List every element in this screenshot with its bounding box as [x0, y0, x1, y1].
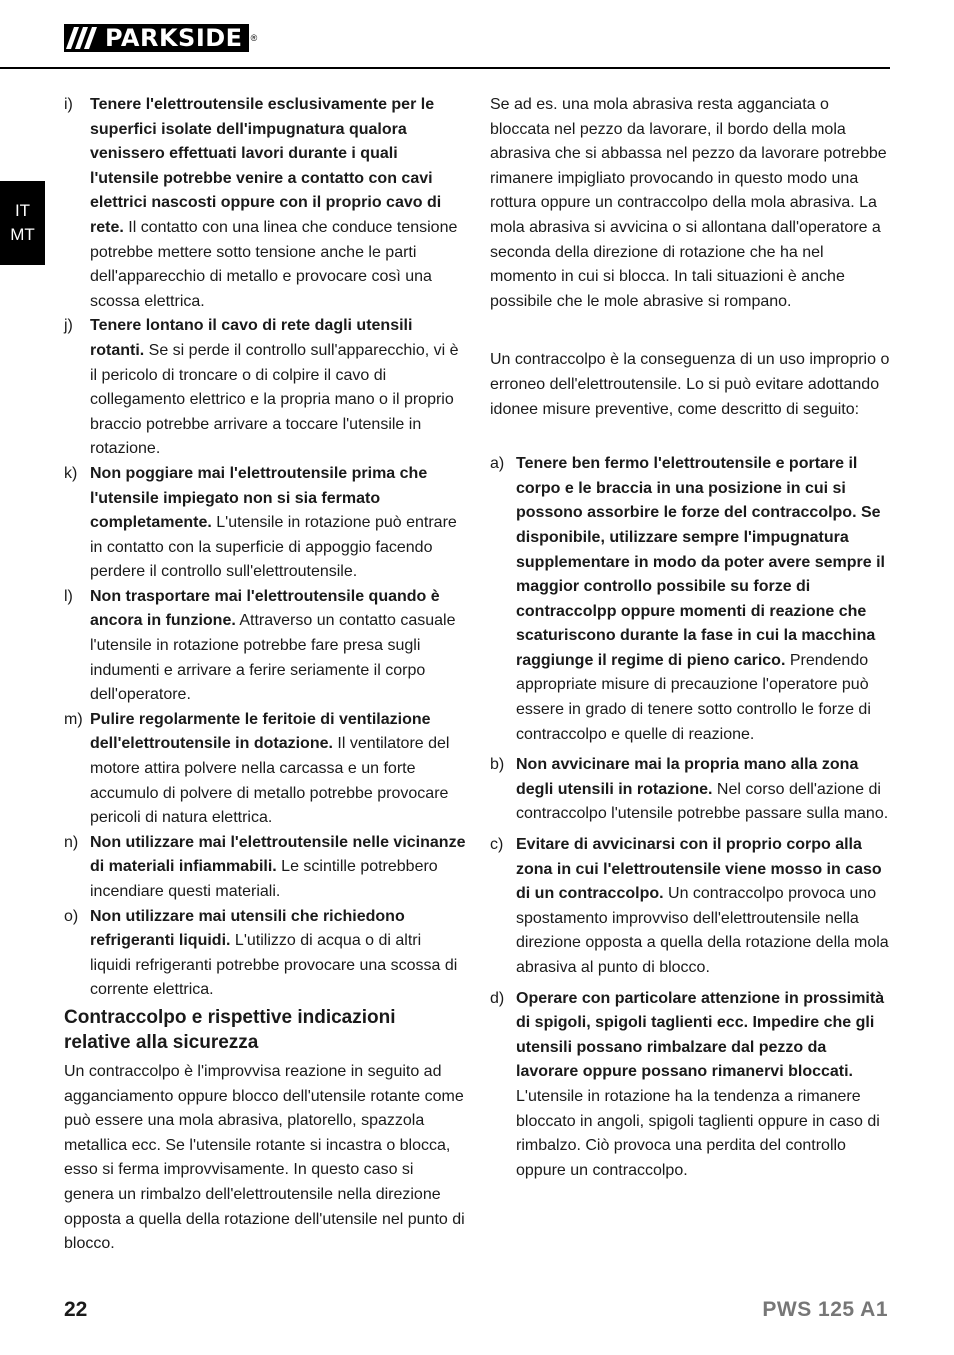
list-item-label: m)	[64, 710, 83, 728]
list-item-text: L'utensile in rotazione ha la tendenza a rimanere bloccato in angoli, spigoli taglienti oppure in caso di rimbalzo. Ciò provoca una perdita del controllo oppure un contraccolpo.	[516, 1087, 880, 1179]
list-item-text: Le scintille potrebbero incendiare questi materiali.	[90, 858, 438, 900]
list-item-label: l)	[64, 587, 73, 605]
page-number: 22	[64, 1298, 88, 1321]
list-item	[64, 93, 466, 314]
list-item-text: Un contraccolpo provoca uno spostamento improvviso dell'elettroutensile nella direzione opposta a quella della rotazione della mola abrasiva al punto di blocco.	[516, 885, 889, 976]
list-item-bold: Tenere lontano il cavo di rete dagli utensili rotanti.	[90, 317, 413, 359]
parkside-logo	[64, 24, 257, 52]
list-item-text: L'utensile in rotazione può entrare in contatto con la superficie di appoggio facendo perdere il controllo sull'elettroutensile.	[90, 514, 457, 581]
right-paragraph-1: Se ad es. una mola abrasiva resta agganciata o bloccata nel pezzo da lavorare, il bordo della mola abrasiva che si abbassa nel pezzo da lavorare potrebbe rimanere impigliato provocando in questo modo una rottura oppure un contraccolpo della mola abrasiva. La mola abrasiva si avvicina o si allontana dall'operatore a seconda della direzione di rotazione che ha nel momento in cui si blocca. In tali situazioni è anche possibile che le mole abrasive si rompano.	[490, 96, 887, 310]
list-item	[64, 831, 466, 905]
section-heading: Contraccolpo e rispettive indicazioni relative alla sicurezza	[64, 1006, 396, 1053]
list-item-label: d)	[490, 989, 505, 1007]
list-item-label: c)	[490, 836, 504, 854]
list-item-label: o)	[64, 907, 79, 925]
list-item-text: Nel corso dell'azione di contraccolpo l'utensile potrebbe passare sulla mano.	[516, 780, 889, 823]
list-item-bold: Non utilizzare mai utensili che richiedono refrigeranti liquidi.	[90, 907, 405, 950]
list-item-bold: Non utilizzare mai l'elettroutensile nelle vicinanze di materiali infiammabili.	[90, 833, 466, 876]
right-paragraph-2: Un contraccolpo è la conseguenza di un uso improprio o erroneo dell'elettroutensile. Lo si può evitare adottando idonee misure preventive, come descritto di seguito:	[490, 351, 890, 418]
list-item-bold: Non trasportare mai l'elettroutensile quando è ancora in funzione.	[90, 587, 440, 630]
list-item	[64, 314, 466, 462]
list-item-text: Se si perde il controllo sull'apparecchio, vi è il pericolo di troncare o di colpire il cavo di collegamento elettrico e la propria mano o il proprio braccio potrebbe arrivare a toccare l'utensile in rotazione.	[90, 341, 459, 458]
list-item-text: Attraverso un contatto casuale l'utensile in rotazione potrebbe fare presa sugli indumenti e arrivare a ferire seriamente il corpo dell'operatore.	[90, 612, 456, 704]
list-item	[490, 753, 892, 827]
list-item-label: b)	[490, 756, 505, 774]
list-item-label: j)	[64, 317, 73, 335]
registered-mark: ®	[250, 33, 258, 43]
list-item	[64, 585, 466, 708]
language-tab-it: IT	[14, 201, 31, 220]
list-item	[64, 905, 466, 1003]
list-item-bold: Non poggiare mai l'elettroutensile prima che l'utensile impiegato non si sia fermato completamente.	[90, 464, 428, 532]
section-intro: Un contraccolpo è l'improvvisa reazione in seguito ad agganciamento oppure blocco dell'utensile rotante come può essere una mola abrasiva, platorello, spazzola metallica ecc. Se l'utensile rotante si incastra o blocca, esso si ferma improvvisamente. In questo caso si genera un rimbalzo dell'elettroutensile nella direzione opposta a quella della rotazione dell'utensile nel punto di blocco.	[64, 1062, 465, 1253]
list-item-bold: Non avvicinare mai la propria mano alla zona degli utensili in rotazione.	[516, 756, 859, 798]
header-rule	[0, 67, 890, 69]
list-item	[490, 452, 892, 747]
list-item-text: Il contatto con una linea che conduce tensione potrebbe mettere sotto tensione anche le parti dell'apparecchio di metallo e provocare così una scossa elettrica.	[90, 218, 458, 310]
list-item-bold: Tenere l'elettroutensile esclusivamente per le superfici isolate dell'impugnatura qualora venissero effettuati lavori durante i quali l'utensile potrebbe venire a contatto con cavi elettrici nascosti oppure con il proprio cavo di rete.	[90, 96, 442, 236]
language-tab	[0, 181, 45, 265]
list-item-text: Il ventilatore del motore attira polvere nella carcassa e un forte accumulo di polvere di metallo potrebbe provocare pericoli di natura elettrica.	[90, 735, 450, 827]
right-column	[490, 93, 892, 1183]
list-item-label: a)	[490, 455, 505, 473]
list-item-bold: Pulire regolarmente le feritoie di ventilazione dell'elettroutensile in dotazione.	[90, 710, 431, 753]
list-item-bold: Operare con particolare attenzione in prossimità di spigoli, spigoli taglienti ecc. Impedire che gli utensili possano rimbalzare dal pezzo da lavorare oppure possano rimanervi bloccati.	[516, 989, 885, 1081]
list-item	[490, 833, 892, 981]
list-item-text: Prendendo appropriate misure di precauzione l'operatore può essere in grado di tenere sotto controllo le forze di contraccolpo e quelle di reazione.	[516, 651, 871, 743]
list-item-label: k)	[64, 464, 78, 482]
list-item-bold: Tenere ben fermo l'elettroutensile e portare il corpo e le braccia in una posizione in cui si possono assorbire le forze del contraccolpo. Se disponibile, utilizzare sempre l'impugnatura supplementare in modo da poter avere sempre il maggior controllo possibile su forze di contraccolpp oppure momenti di reazione che scaturiscono durante la fase in cui la macchina raggiunge il regime di pieno carico.	[516, 455, 885, 669]
logo-brand-text: PARKSIDE	[103, 24, 249, 52]
language-tab-mt: MT	[10, 225, 35, 244]
list-item	[64, 708, 466, 831]
list-item-label: n)	[64, 833, 79, 851]
list-item	[64, 462, 466, 585]
logo-slashes-icon	[64, 24, 103, 52]
list-item-label: i)	[64, 96, 73, 113]
list-item	[490, 987, 892, 1184]
model-name: PWS 125 A1	[762, 1298, 888, 1321]
left-column	[64, 93, 466, 1257]
list-item-bold: Evitare di avvicinarsi con il proprio corpo alla zona in cui l'elettroutensile viene mosso in caso di un contraccolpo.	[516, 836, 882, 903]
list-item-text: L'utilizzo di acqua o di altri liquidi refrigeranti potrebbe provocare una scossa di corrente elettrica.	[90, 932, 458, 999]
